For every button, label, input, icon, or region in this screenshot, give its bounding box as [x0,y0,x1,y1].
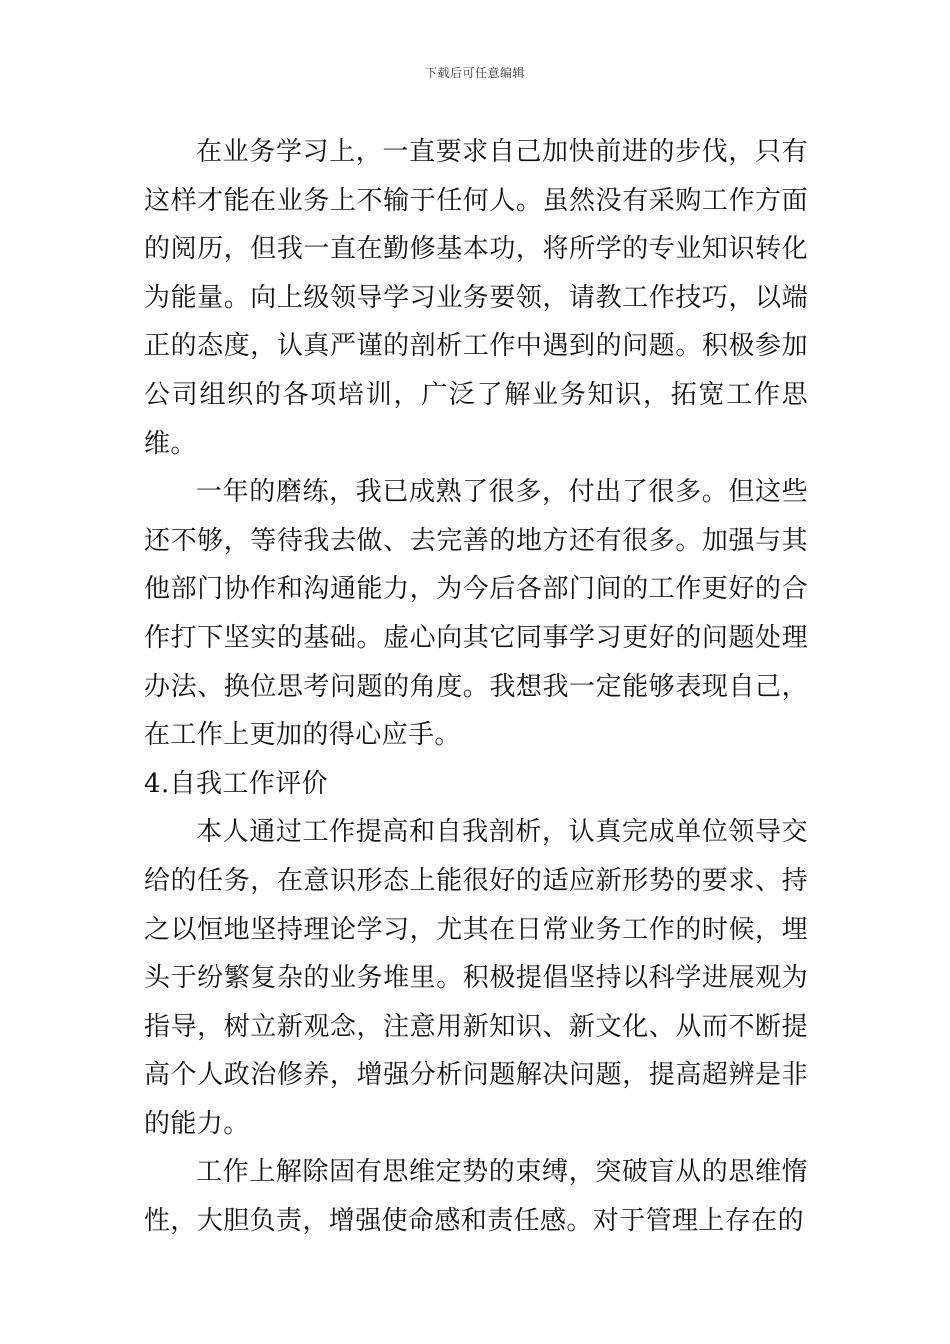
paragraph-growth: 一年的磨练，我已成熟了很多，付出了很多。但这些还不够，等待我去做、去完善的地方还有很多。加强与其他部门协作和沟通能力，为今后各部门间的工作更好的合作打下坚实的基础。虚心向其它同事学习更好的问题处理办法、换位思考问题的角度。我想我一定能够表现自己，在工作上更加的得心应手。 [144,477,808,751]
paragraph-self-evaluation: 本人通过工作提高和自我剖析，认真完成单位领导交给的任务，在意识形态上能很好的适应新形势的要求、持之以恒地坚持理论学习，尤其在日常业务工作的时候，埋头于纷繁复杂的业务堆里。积极提倡坚持以科学进展观为指导，树立新观念，注意用新知识、新文化、从而不断提高个人政治修养，增强分析问题解决问题，提高超辨是非的能力。 [144,817,808,1139]
section-heading: 4.自我工作评价 [144,768,329,799]
paragraph-work-thinking: 工作上解除固有思维定势的束缚，突破盲从的思维惰性，大胆负责，增强使命感和责任感。对于管理上存在的 [144,1157,808,1237]
page-header: 下载后可任意编辑 [424,66,525,80]
document-body [144,128,808,1246]
paragraph-study: 在业务学习上，一直要求自己加快前进的步伐，只有这样才能在业务上不输于任何人。虽然没有采购工作方面的阅历，但我一直在勤修基本功，将所学的专业知识转化为能量。向上级领导学习业务要领，请教工作技巧，以端正的态度，认真严谨的剖析工作中遇到的问题。积极参加公司组织的各项培训，广泛了解业务知识，拓宽工作思维。 [144,137,808,459]
